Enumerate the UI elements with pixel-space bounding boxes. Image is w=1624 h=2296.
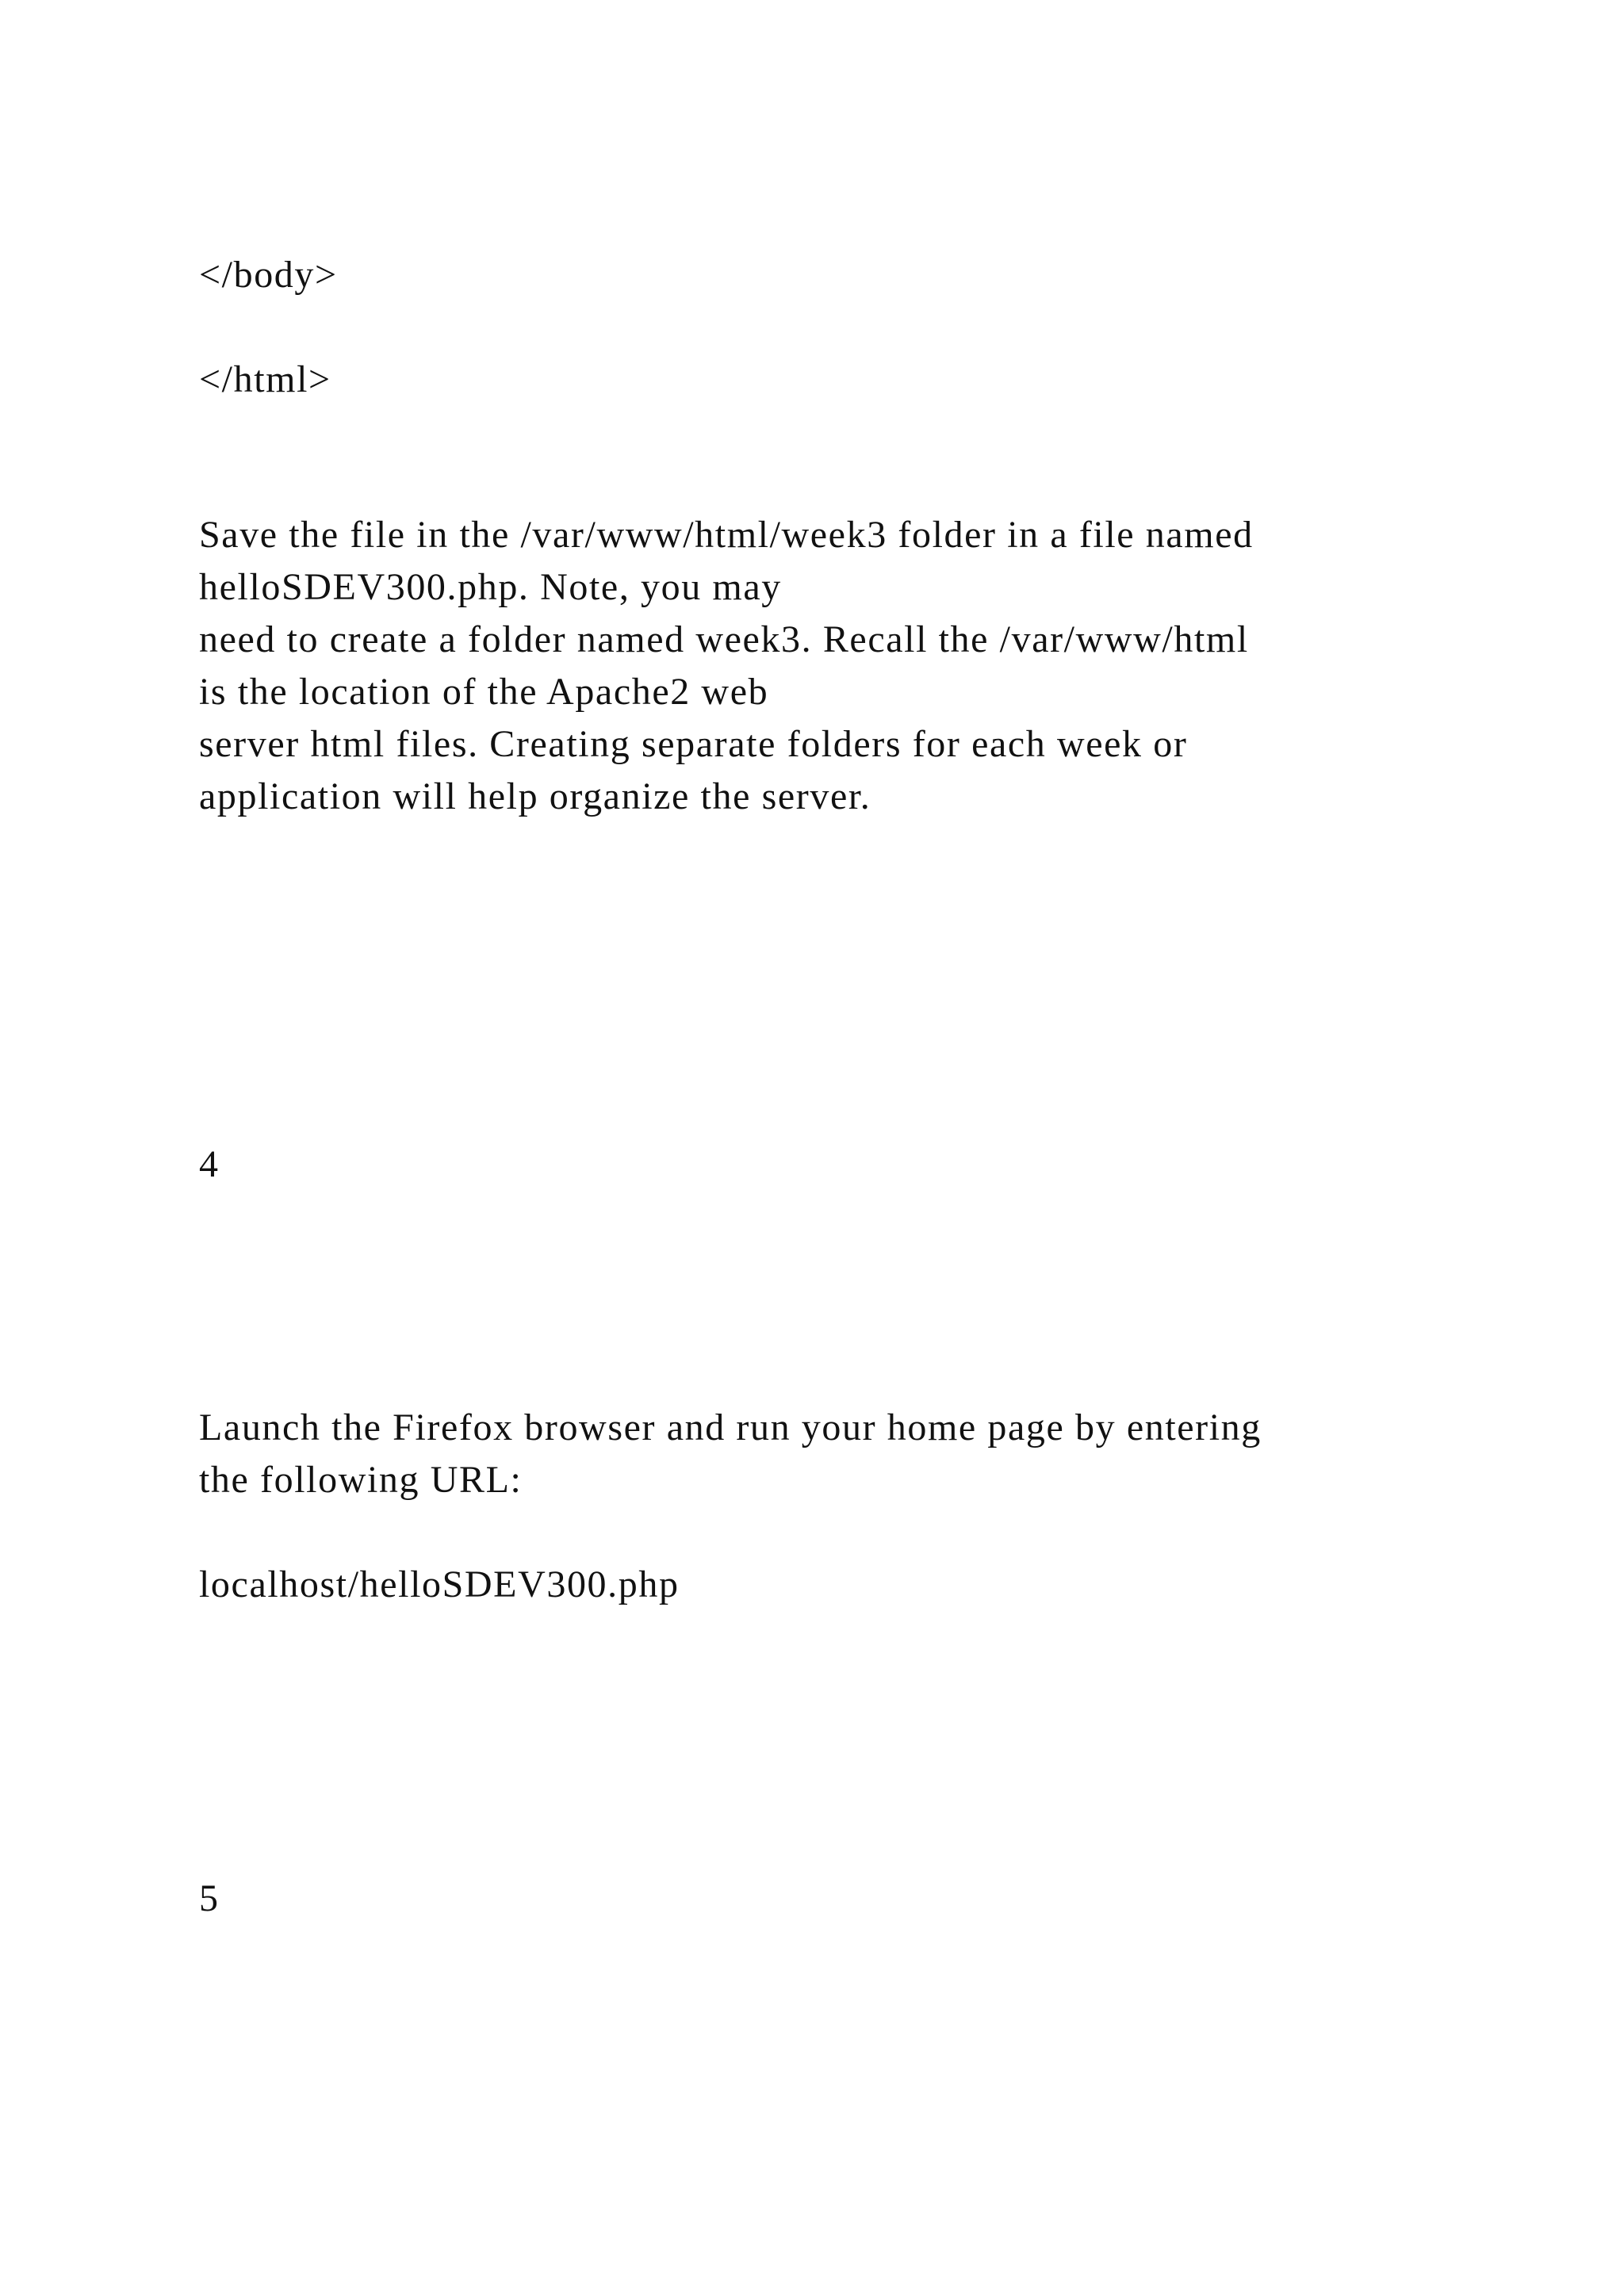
launch-instructions-paragraph <box>199 1402 1262 1506</box>
paragraph-line: helloSDEV300.php. Note, you may <box>199 566 782 608</box>
paragraph-line: Launch the Firefox browser and run your home page by entering <box>199 1406 1262 1448</box>
closing-html-tag-text: </html> <box>199 358 331 400</box>
save-instructions-paragraph <box>199 509 1254 823</box>
paragraph-line: Save the file in the /var/www/html/week3 folder in a file named <box>199 514 1254 556</box>
paragraph-line: server html files. Creating separate folders for each week or <box>199 723 1188 765</box>
paragraph-line: the following URL: <box>199 1459 523 1501</box>
paragraph-line: application will help organize the server. <box>199 775 871 817</box>
closing-body-tag-text: </body> <box>199 254 338 296</box>
paragraph-line: need to create a folder named week3. Recall the /var/www/html <box>199 618 1249 660</box>
step-number-5: 5 <box>199 1877 220 1919</box>
url-text: localhost/helloSDEV300.php <box>199 1563 680 1605</box>
paragraph-line: is the location of the Apache2 web <box>199 671 769 713</box>
step-number-4: 4 <box>199 1143 220 1185</box>
